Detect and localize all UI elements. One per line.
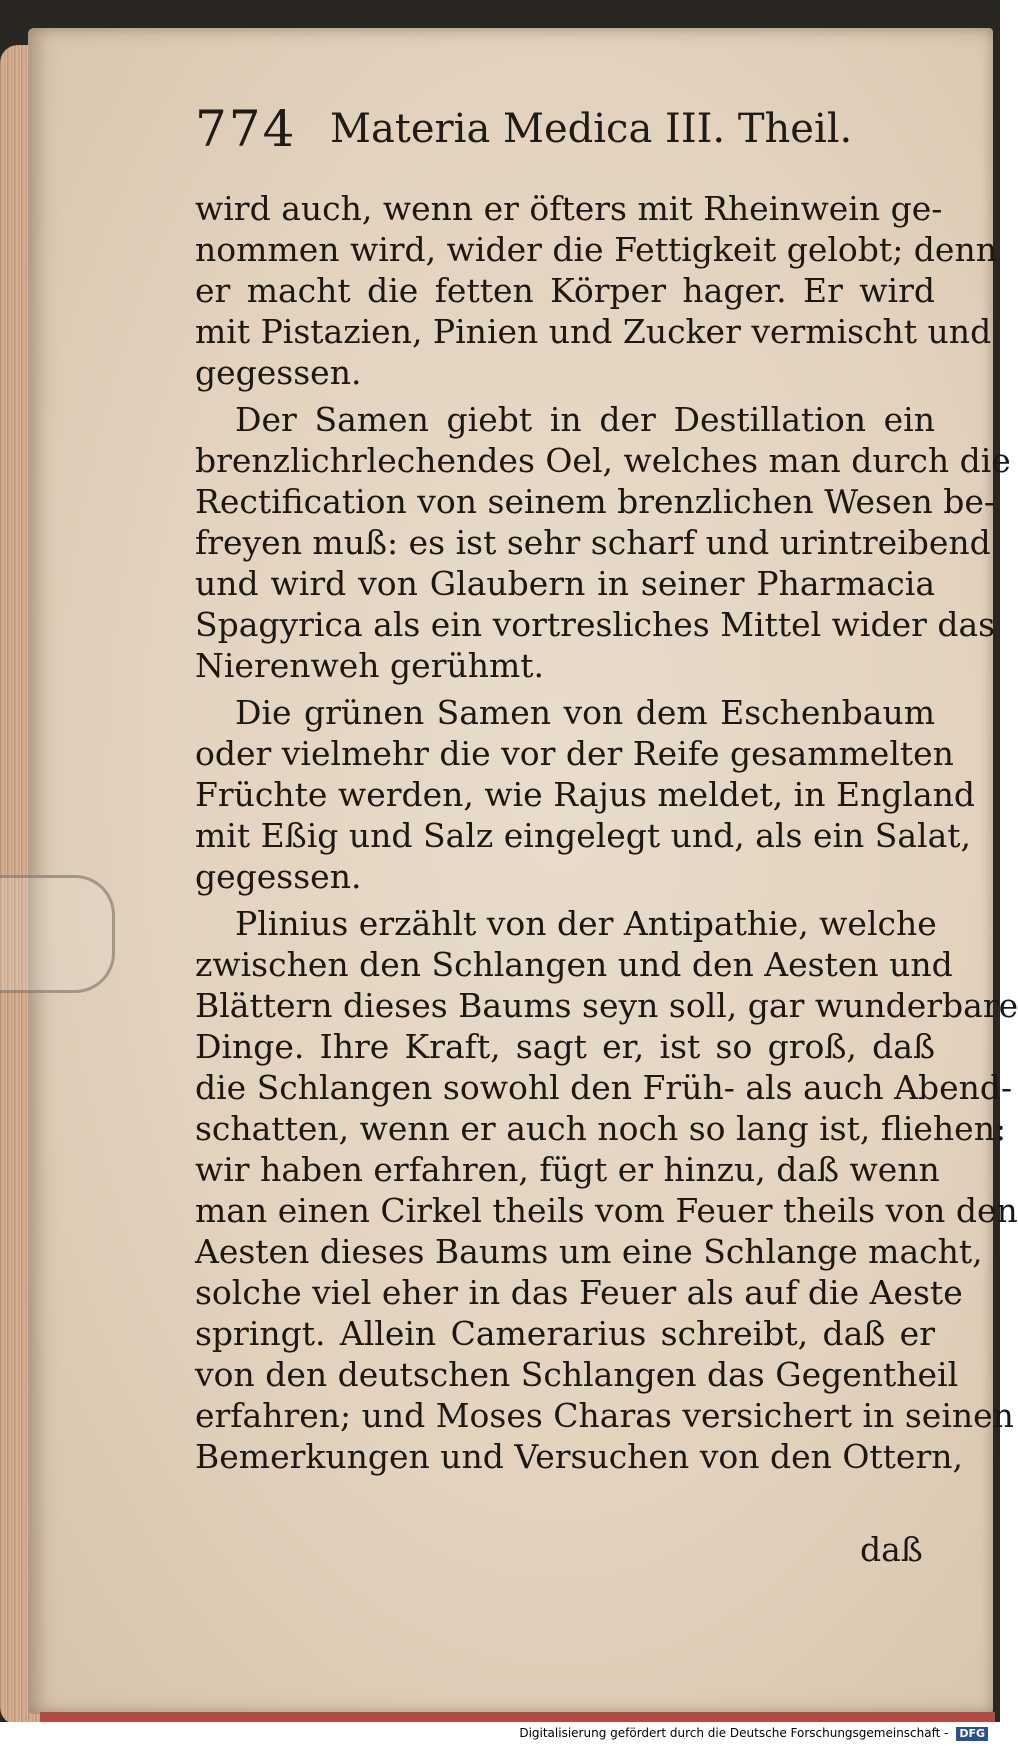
- page-number: 774: [195, 100, 297, 158]
- running-title: Materia Medica III. Theil.: [330, 106, 853, 152]
- text-line: und wird von Glaubern in seiner Pharmacia: [195, 564, 935, 603]
- page-header: [195, 100, 915, 170]
- text-line: nommen wird, wider die Fettigkeit gelobt; denn: [195, 230, 997, 269]
- text-line: brenzlichrlechendes Oel, welches man durch die: [195, 441, 1011, 480]
- text-line: erfahren; und Moses Charas versichert in seinen: [195, 1396, 1014, 1435]
- text-line: oder vielmehr die vor der Reife gesammelten: [195, 734, 954, 773]
- text-line: schatten, wenn er auch noch so lang ist, fliehen:: [195, 1109, 1007, 1148]
- text-line: wir haben erfahren, fügt er hinzu, daß wenn: [195, 1150, 940, 1189]
- text-line: Früchte werden, wie Rajus meldet, in England: [195, 775, 976, 814]
- text-line: springt. Allein Camerarius schreibt, daß er: [195, 1314, 935, 1353]
- text-line: freyen muß: es ist sehr scharf und urintreibend: [195, 523, 991, 562]
- text-line: Nierenweh gerühmt.: [195, 646, 545, 685]
- clip-tab: [0, 875, 115, 993]
- text-line: mit Pistazien, Pinien und Zucker vermischt und: [195, 312, 992, 351]
- text-line: Der Samen giebt in der Destillation ein: [235, 400, 935, 439]
- funding-credit-text: Digitalisierung gefördert durch die Deutsche Forschungsgemeinschaft -: [519, 1726, 949, 1740]
- page-bottom-edge: [40, 1712, 995, 1722]
- digitization-footer: [0, 1722, 1000, 1746]
- text-line: Dinge. Ihre Kraft, sagt er, ist so groß, daß: [195, 1027, 935, 1066]
- text-line: er macht die fetten Körper hager. Er wird: [195, 271, 935, 310]
- text-line: mit Eßig und Salz eingelegt und, als ein Salat,: [195, 816, 972, 855]
- catchword: daß: [860, 1530, 923, 1569]
- text-line: Blättern dieses Baums seyn soll, gar wunderbare: [195, 986, 1018, 1025]
- text-line: die Schlangen sowohl den Früh- als auch Abend-: [195, 1068, 1013, 1107]
- text-line: Aesten dieses Baums um eine Schlange macht,: [195, 1232, 983, 1271]
- text-line: gegessen.: [195, 857, 362, 896]
- text-line: Rectification von seinem brenzlichen Wesen be-: [195, 482, 996, 521]
- text-line: von den deutschen Schlangen das Gegentheil: [195, 1355, 959, 1394]
- dfg-logo-icon: DFG: [956, 1727, 988, 1741]
- text-line: wird auch, wenn er öfters mit Rheinwein ge-: [195, 189, 943, 228]
- funding-credit: [519, 1726, 988, 1741]
- text-line: Spagyrica als ein vortresliches Mittel wider das: [195, 605, 996, 644]
- body-text: [195, 188, 1018, 1477]
- text-line: Bemerkungen und Versuchen von den Ottern,: [195, 1437, 963, 1476]
- text-line: gegessen.: [195, 353, 362, 392]
- text-line: zwischen den Schlangen und den Aesten und: [195, 945, 953, 984]
- text-line: man einen Cirkel theils vom Feuer theils von den: [195, 1191, 1018, 1230]
- text-line: solche viel eher in das Feuer als auf die Aeste: [195, 1273, 963, 1312]
- text-line: Plinius erzählt von der Antipathie, welche: [235, 904, 937, 943]
- text-line: Die grünen Samen von dem Eschenbaum: [235, 693, 935, 732]
